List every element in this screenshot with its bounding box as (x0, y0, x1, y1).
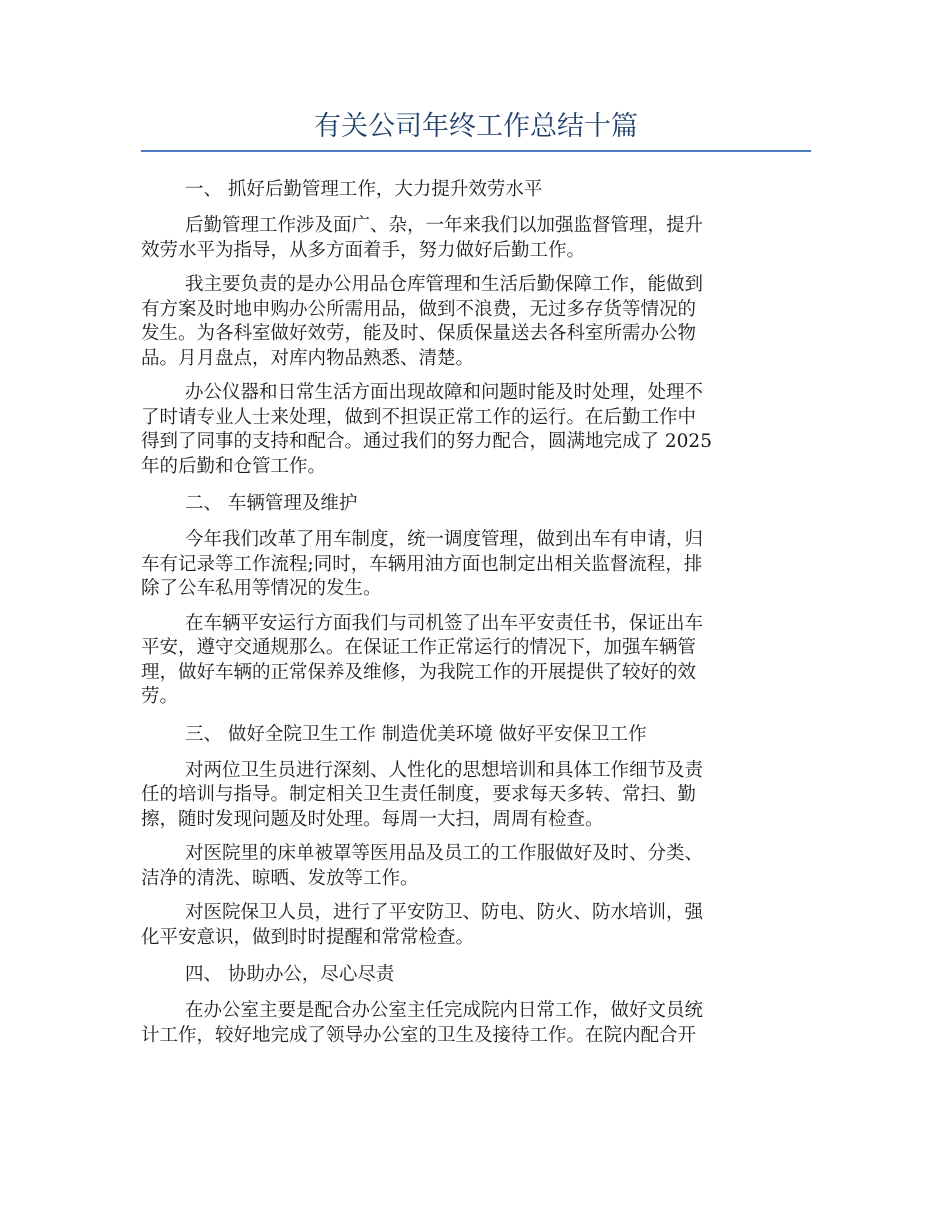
paragraph-line: 后勤管理工作涉及面广、杂，一年来我们以加强监督管理，提升 (185, 215, 704, 236)
paragraph (141, 901, 811, 950)
section-heading: 二、 车辆管理及维护 (185, 493, 358, 514)
paragraph-line: 有方案及时地申购办公所需用品，做到不浪费，无过多存货等情况的 (141, 298, 697, 320)
document-body (141, 175, 811, 1058)
paragraph-line: 品。月月盘点，对库内物品熟悉、清楚。 (141, 347, 475, 369)
paragraph-line: 在车辆平安运行方面我们与司机签了出车平安责任书，保证出车 (185, 612, 704, 634)
paragraph (141, 612, 811, 710)
paragraph-line: 我主要负责的是办公用品仓库管理和生活后勤保障工作，能做到 (185, 274, 704, 295)
paragraph-line: 得到了同事的支持和配合。通过我们的努力配合，圆满地完成了 2025 (141, 431, 712, 452)
paragraph-line: 洁净的清洗、晾晒、发放等工作。 (141, 867, 419, 889)
paragraph (141, 999, 811, 1048)
paragraph-line: 车有记录等工作流程;同时，车辆用油方面也制定出相关监督流程，排 (141, 553, 703, 575)
paragraph-line: 劳。 (141, 686, 179, 707)
paragraph-line: 在办公室主要是配合办公室主任完成院内日常工作，做好文员统 (185, 1000, 704, 1021)
paragraph-line: 任的培训与指导。制定相关卫生责任制度，要求每天多转、常扫、勤 (141, 784, 697, 805)
paragraph-line: 了时请专业人士来处理，做到不担误正常工作的运行。在后勤工作中 (141, 406, 697, 428)
paragraph (141, 528, 811, 602)
section-heading: 一、 抓好后勤管理工作，大力提升效劳水平 (185, 179, 543, 200)
paragraph-line: 理，做好车辆的正常保养及维修，为我院工作的开展提供了较好的效 (141, 661, 697, 683)
section-heading: 四、 协助办公，尽心尽责 (185, 964, 395, 985)
paragraph-line: 擦，随时发现问题及时处理。每周一大扫，周周有检查。 (141, 808, 604, 830)
paragraph-line: 对医院保卫人员，进行了平安防卫、防电、防火、防水培训，强 (185, 902, 704, 923)
paragraph (141, 214, 811, 263)
document-title: 有关公司年终工作总结十篇 (314, 111, 638, 142)
paragraph-line: 办公仪器和日常生活方面出现故障和问题时能及时处理，处理不 (185, 382, 704, 403)
paragraph-line: 计工作，较好地完成了领导办公室的卫生及接待工作。在院内配合开 (141, 1024, 697, 1046)
paragraph (141, 842, 811, 891)
paragraph-line: 平安，遵守交通规那么。在保证工作正常运行的情况下，加强车辆管 (141, 637, 697, 658)
title-underline (141, 150, 811, 152)
paragraph-line: 化平安意识，做到时时提醒和常常检查。 (141, 926, 475, 948)
paragraph (141, 381, 811, 479)
section-heading: 三、 做好全院卫生工作 制造优美环境 做好平安保卫工作 (185, 723, 647, 745)
paragraph-line: 年的后勤和仓管工作。 (141, 455, 327, 477)
paragraph-line: 效劳水平为指导，从多方面着手，努力做好后勤工作。 (141, 239, 586, 261)
paragraph-line: 对医院里的床单被罩等医用品及员工的工作服做好及时、分类、 (185, 843, 704, 864)
paragraph-line: 今年我们改革了用车制度，统一调度管理，做到出车有申请，归 (185, 529, 704, 550)
paragraph-line: 除了公车私用等情况的发生。 (141, 578, 382, 599)
paragraph-line: 对两位卫生员进行深刻、人性化的思想培训和具体工作细节及责 (185, 759, 704, 781)
paragraph (141, 759, 811, 833)
paragraph-line: 发生。为各科室做好效劳，能及时、保质保量送去各科室所需办公物 (141, 323, 697, 344)
paragraph (141, 273, 811, 371)
